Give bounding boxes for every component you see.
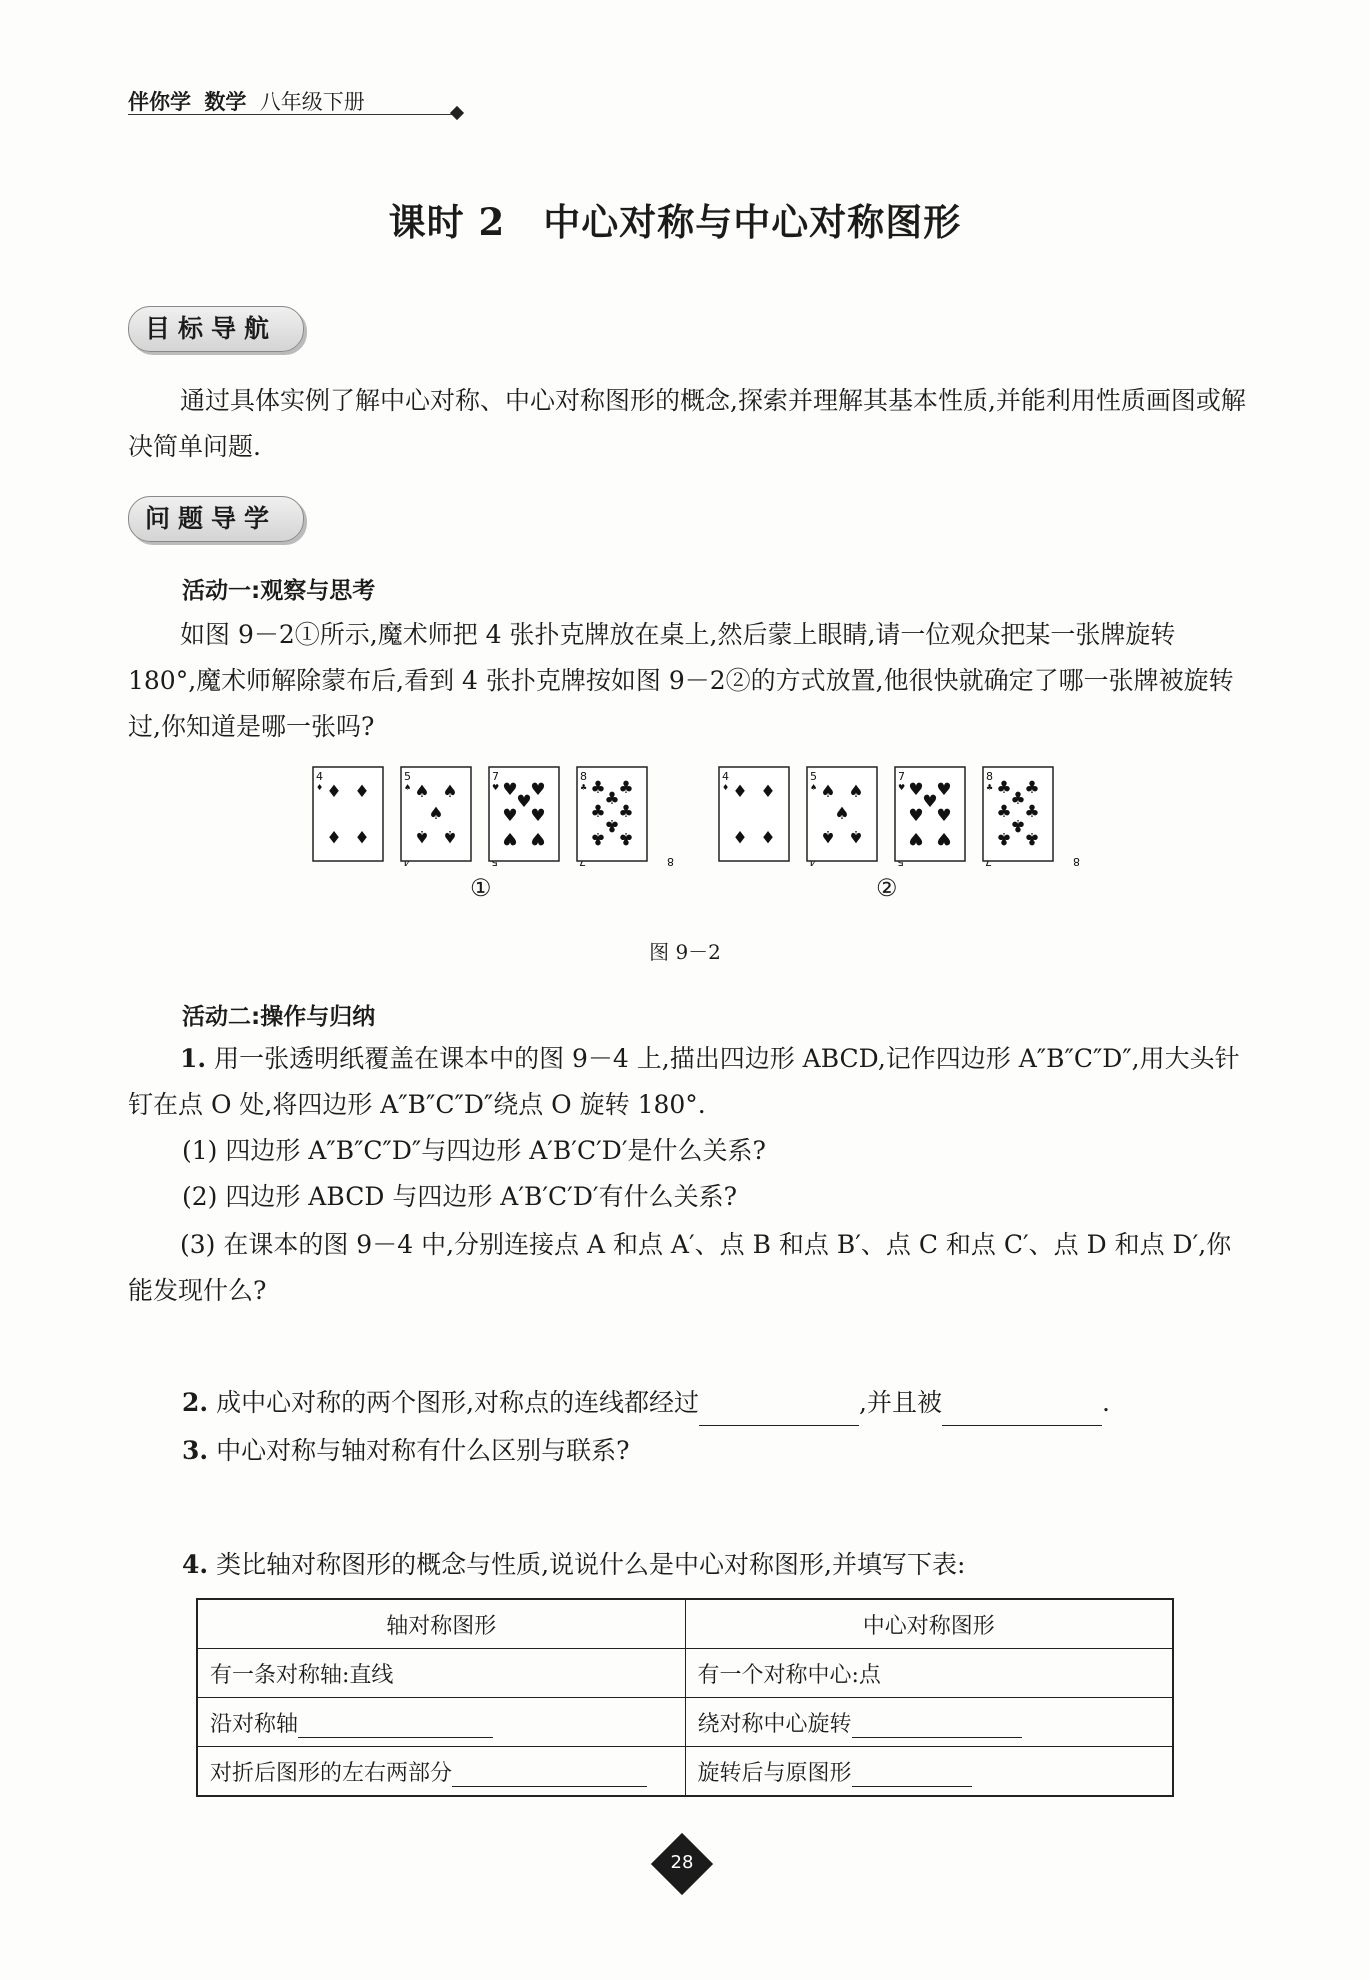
card-border: [313, 767, 383, 861]
card-5-spades: [400, 766, 472, 862]
card-pip-icon: ♣: [590, 802, 606, 822]
table-cell: [197, 1698, 685, 1747]
card-border: [895, 767, 965, 861]
comparison-table: [196, 1598, 1174, 1797]
card-pip-icon: ♦: [760, 826, 776, 846]
card-pip-icon: ♠: [834, 804, 850, 824]
card-8-clubs: [576, 766, 674, 868]
activity1-text: 如图 9－2①所示,魔术师把 4 张扑克牌放在桌上,然后蒙上眼睛,请一位观众把某一张牌旋转 180°,魔术师解除蒙布后,看到 4 张扑克牌按如图 9－2②的方式放置,他很快就确定了哪一张牌被旋转过,你知道是哪一张吗?: [128, 620, 1234, 741]
q2-number: 2.: [182, 1388, 209, 1417]
card-pip-icon: ♣: [618, 802, 634, 822]
card-pip-icon: ♠: [428, 804, 444, 824]
card-border: [489, 767, 559, 861]
card-pip-icon: ♣: [1024, 778, 1040, 798]
q4-text: 类比轴对称图形的概念与性质,说说什么是中心对称图形,并填写下表:: [216, 1550, 966, 1579]
card-7-hearts: [488, 766, 560, 862]
figure-caption: 图 9－2: [649, 940, 721, 964]
table-header-axis: 轴对称图形: [197, 1599, 685, 1649]
card-pip-icon: ♣: [618, 828, 634, 848]
card-pip-icon: ♦: [326, 782, 342, 802]
activity1-heading: 活动一:观察与思考: [182, 578, 376, 604]
q1-sub2: (2) 四边形 ABCD 与四边形 A′B′C′D′有什么关系?: [182, 1182, 737, 1211]
card-rank-top: 5: [810, 770, 817, 783]
table-cell-text: 沿对称轴: [210, 1711, 299, 1737]
q3-number: 3.: [182, 1436, 209, 1465]
card-pip-icon: ♥: [908, 828, 924, 848]
card-pip-icon: ♦: [354, 782, 370, 802]
card-rank-top: 8: [580, 770, 587, 783]
card-pip-icon: ♠: [820, 826, 836, 846]
page-number: 28: [670, 1852, 694, 1873]
card-pip-icon: ♥: [936, 806, 952, 826]
card-pip-icon: ♦: [732, 826, 748, 846]
table-header-central: 中心对称图形: [685, 1599, 1173, 1649]
table-cell: [197, 1747, 685, 1797]
card-pip-icon: ♥: [516, 792, 532, 812]
card-pip-icon: ♣: [1024, 828, 1040, 848]
card-rank-bottom: 8: [1073, 855, 1080, 868]
card-pip-icon: ♣: [618, 778, 634, 798]
q4-number: 4.: [182, 1550, 209, 1579]
table-row: [197, 1698, 1173, 1747]
q1-text: 用一张透明纸覆盖在课本中的图 9－4 上,描出四边形 ABCD,记作四边形 A″B″C″D″,用大头针钉在点 O 处,将四边形 A″B″C″D″绕点 O 旋转 180°.: [128, 1044, 1240, 1119]
table-cell-text: 对折后图形的左右两部分: [210, 1760, 453, 1786]
table-cell: [685, 1747, 1173, 1797]
q1-number: 1.: [180, 1044, 207, 1073]
card-5-spades-rotated: [806, 766, 878, 862]
card-pip-icon: ♠: [848, 826, 864, 846]
card-pip-icon: ♣: [996, 828, 1012, 848]
card-pip-icon: ♣: [1010, 789, 1026, 809]
table-blank[interactable]: [452, 1760, 647, 1787]
card-pip-icon: ♠: [414, 826, 430, 846]
card-suit-small: ♦: [316, 783, 324, 792]
card-border: [719, 767, 789, 861]
card-pip-icon: ♠: [848, 782, 864, 802]
card-pip-icon: ♣: [996, 778, 1012, 798]
q2-text-part1: 成中心对称的两个图形,对称点的连线都经过: [216, 1388, 700, 1417]
q1: [128, 1036, 1248, 1128]
q2-end: .: [1101, 1388, 1110, 1417]
card-pip-icon: ♥: [530, 828, 546, 848]
table-blank[interactable]: [852, 1760, 972, 1787]
card-rank-top: 7: [898, 770, 905, 783]
card-7-hearts: [894, 766, 966, 862]
q2-text-part2: ,并且被: [859, 1388, 942, 1417]
table-row: [197, 1649, 1173, 1698]
card-4-diamonds: [718, 766, 790, 862]
card-suit-small: ♦: [722, 783, 730, 792]
card-pip-icon: ♥: [908, 806, 924, 826]
q2-blank-1[interactable]: [699, 1399, 859, 1426]
card-pip-icon: ♥: [530, 780, 546, 800]
card-pip-icon: ♠: [820, 782, 836, 802]
table-header-row: [197, 1599, 1173, 1649]
card-group-1: [312, 766, 674, 868]
card-rank-top: 4: [722, 770, 729, 783]
table-blank[interactable]: [852, 1711, 1022, 1738]
table-cell-text: 绕对称中心旋转: [697, 1711, 852, 1737]
header-diamond-icon: [450, 106, 464, 120]
running-header: [128, 86, 365, 116]
card-suit-small: ♠: [810, 783, 818, 792]
goal-text: 通过具体实例了解中心对称、中心对称图形的概念,探索并理解其基本性质,并能利用性质画图或解决简单问题.: [128, 386, 1246, 461]
table-cell-text: 旋转后与原图形: [697, 1760, 852, 1786]
card-suit-small: ♥: [492, 783, 500, 792]
card-rank-top: 5: [404, 770, 411, 783]
card-pip-icon: ♣: [1010, 815, 1026, 835]
header-subject: 数学: [204, 90, 247, 114]
card-pip-icon: ♥: [502, 780, 518, 800]
header-rule: [128, 114, 458, 115]
q3: [182, 1428, 1248, 1474]
card-rank-bottom: 8: [667, 855, 674, 868]
table-cell: 有一个对称中心:点: [685, 1649, 1173, 1698]
table-blank[interactable]: [298, 1711, 493, 1738]
card-pip-icon: ♥: [936, 828, 952, 848]
q4: [182, 1542, 1248, 1588]
table-cell: 有一条对称轴:直线: [197, 1649, 685, 1698]
card-pip-icon: ♣: [590, 828, 606, 848]
table-cell: [685, 1698, 1173, 1747]
card-rank-top: 8: [986, 770, 993, 783]
card-pip-icon: ♦: [732, 782, 748, 802]
card-border: [983, 767, 1053, 861]
card-pip-icon: ♠: [442, 782, 458, 802]
card-pip-icon: ♥: [502, 828, 518, 848]
card-rank-top: 4: [316, 770, 323, 783]
section-badge-guide: 问题导学: [128, 496, 304, 542]
card-pip-icon: ♣: [996, 802, 1012, 822]
q1-sub3: (3) 在课本的图 9－4 中,分别连接点 A 和点 A′、点 B 和点 B′、点 C 和点 C′、点 D 和点 D′,你能发现什么?: [128, 1230, 1232, 1305]
card-suit-small: ♣: [986, 783, 994, 792]
card-pip-icon: ♦: [326, 826, 342, 846]
table-row: [197, 1747, 1173, 1797]
card-border: [577, 767, 647, 861]
group2-label: ②: [876, 874, 898, 902]
card-pip-icon: ♥: [908, 780, 924, 800]
q3-text: 中心对称与轴对称有什么区别与联系?: [216, 1436, 630, 1465]
card-pip-icon: ♣: [590, 778, 606, 798]
card-rank-top: 7: [492, 770, 499, 783]
card-pip-icon: ♦: [354, 826, 370, 846]
q2: [182, 1380, 1248, 1426]
header-series: 伴你学: [128, 90, 191, 114]
activity2-heading: 活动二:操作与归纳: [182, 1004, 376, 1030]
card-8-clubs: [982, 766, 1080, 868]
card-pip-icon: ♥: [922, 792, 938, 812]
card-pip-icon: ♥: [530, 806, 546, 826]
card-pip-icon: ♣: [604, 789, 620, 809]
card-suit-small: ♥: [898, 783, 906, 792]
card-4-diamonds: [312, 766, 384, 862]
page-title: 课时 2 中心对称与中心对称图形: [388, 200, 962, 244]
card-suit-small: ♣: [580, 783, 588, 792]
card-pip-icon: ♦: [760, 782, 776, 802]
header-grade: 八年级下册: [259, 90, 365, 114]
card-pip-icon: ♣: [604, 815, 620, 835]
q1-sub1: (1) 四边形 A″B″C″D″与四边形 A′B′C′D′是什么关系?: [182, 1136, 766, 1165]
card-group-2: [718, 766, 1080, 868]
card-pip-icon: ♥: [936, 780, 952, 800]
section-badge-goal: 目标导航: [128, 306, 304, 352]
card-suit-small: ♠: [404, 783, 412, 792]
card-pip-icon: ♠: [442, 826, 458, 846]
card-pip-icon: ♥: [502, 806, 518, 826]
card-pip-icon: ♠: [414, 782, 430, 802]
group1-label: ①: [470, 874, 492, 902]
q2-blank-2[interactable]: [942, 1399, 1102, 1426]
card-pip-icon: ♣: [1024, 802, 1040, 822]
